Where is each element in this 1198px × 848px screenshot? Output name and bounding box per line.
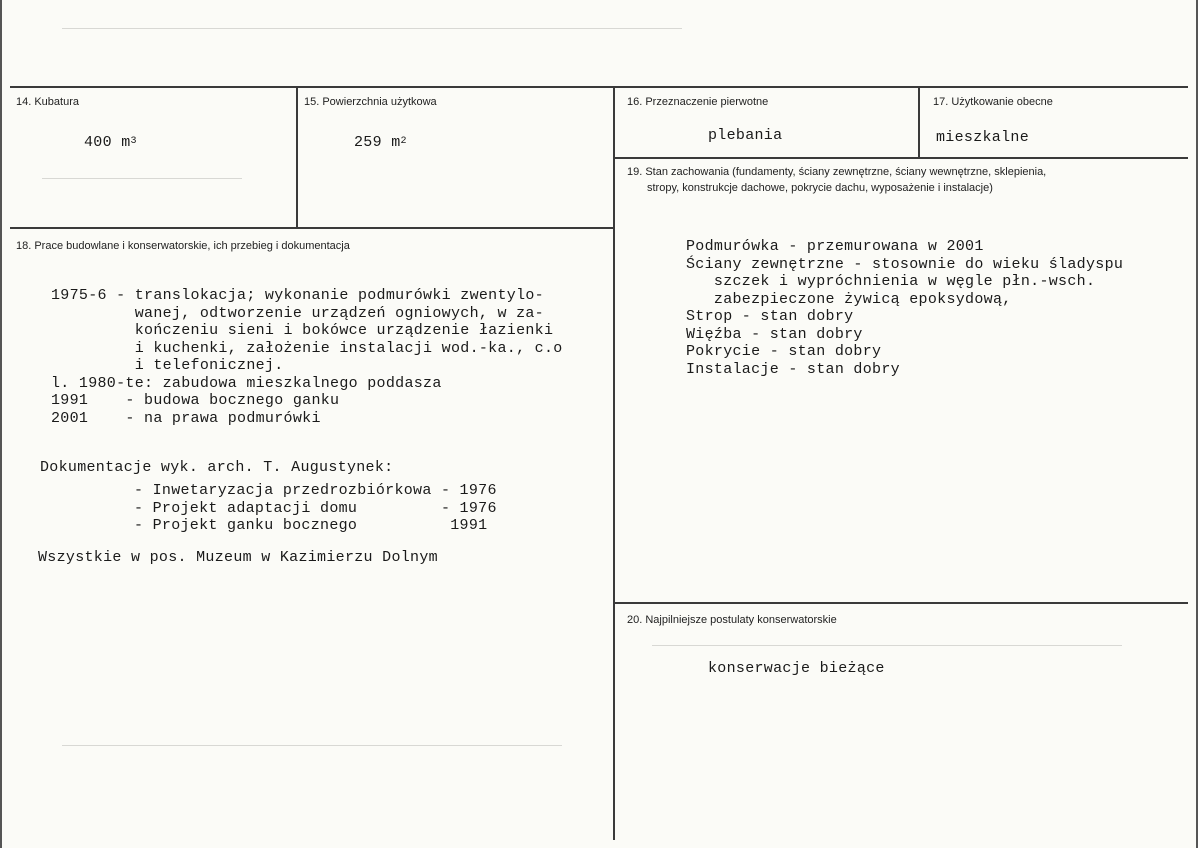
bleed-through-line <box>62 745 562 746</box>
field-17-label: 17. Użytkowanie obecne <box>933 96 1053 108</box>
documentation-item: - Projekt adaptacji domu - 1976 <box>134 499 497 517</box>
documentation-item: - Projekt ganku bocznego 1991 <box>134 517 488 534</box>
rule-above-19 <box>615 157 1188 159</box>
field-20-value: konserwacje bieżące <box>708 660 885 677</box>
divider-14-15 <box>296 88 298 227</box>
top-rule <box>10 86 1188 88</box>
condition-line: Pokrycie - stan dobry <box>686 343 882 360</box>
condition-line: szczek i wypróchnienia w węgle płn.-wsch. <box>686 273 1096 290</box>
field-20-label: 20. Najpilniejsze postulaty konserwatorskie <box>627 614 837 626</box>
field-19-label-line1: 19. Stan zachowania (fundamenty, ściany zewnętrzne, ściany wewnętrzne, sklepienia, <box>627 166 1047 178</box>
rule-above-18 <box>10 227 614 229</box>
condition-line: Instalacje - stan dobry <box>686 360 900 378</box>
history-line: 1991 - budowa bocznego ganku <box>51 392 340 409</box>
condition-line: Strop - stan dobry <box>686 308 854 325</box>
field-18-history <box>51 287 563 427</box>
history-line: i kuchenki, założenie instalacji wod.-ka., c.o <box>51 339 563 357</box>
documentation-heading: Dokumentacje wyk. arch. T. Augustynek: <box>40 459 394 476</box>
rule-above-20 <box>615 602 1188 604</box>
field-15-value: 259 $m^2$ <box>354 134 407 151</box>
condition-line: Podmurówka - przemurowana w 2001 <box>686 238 984 255</box>
history-line: 1975-6 - translokacja; wykonanie podmurówki zwentylo- <box>51 287 544 304</box>
field-19-label-line2: stropy, konstrukcje dachowe, pokrycie dachu, wyposażenie i instalacje) <box>647 182 993 194</box>
condition-line: Więźba - stan dobry <box>686 325 863 343</box>
documentation-footer: Wszystkie w pos. Muzeum w Kazimierzu Dolnym <box>38 549 438 566</box>
bleed-through-line <box>42 178 242 179</box>
center-divider <box>613 88 615 840</box>
field-18-label: 18. Prace budowlane i konserwatorskie, ich przebieg i dokumentacja <box>16 240 350 252</box>
bleed-through-line <box>62 28 682 29</box>
condition-line: Ściany zewnętrzne - stosownie do wieku śladyspu <box>686 255 1124 273</box>
field-14-value: 400 $m^3$ <box>84 134 137 151</box>
divider-16-17 <box>918 88 920 158</box>
history-line: kończeniu sieni i bokówce urządzenie łazienki <box>51 322 554 339</box>
documentation-item: - Inwetaryzacja przedrozbiórkowa - 1976 <box>134 482 497 499</box>
field-19-text <box>686 238 1123 378</box>
field-16-value: plebania <box>708 127 783 144</box>
condition-line: zabezpieczone żywicą epoksydową, <box>686 290 1012 308</box>
field-17-value: mieszkalne <box>936 129 1030 146</box>
field-15-label: 15. Powierzchnia użytkowa <box>304 96 437 108</box>
documentation-list <box>134 482 497 535</box>
field-14-label: 14. Kubatura <box>16 96 79 108</box>
bleed-through-line <box>652 645 1122 646</box>
history-line: 2001 - na prawa podmurówki <box>51 409 321 427</box>
history-line: wanej, odtworzenie urządzeń ogniowych, w za- <box>51 304 544 322</box>
field-16-label: 16. Przeznaczenie pierwotne <box>627 96 769 108</box>
history-line: i telefonicznej. <box>51 357 284 374</box>
history-line: l. 1980-te: zabudowa mieszkalnego poddasza <box>51 374 442 392</box>
